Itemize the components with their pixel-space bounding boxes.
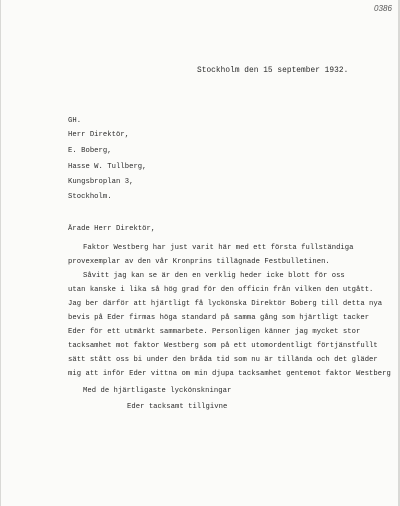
body-line: tacksamhet mot faktor Westberg som på ett utomordentligt förtjänstfullt (68, 342, 378, 350)
body-line: Eder för ett utmärkt sammarbete. Personligen känner jag mycket stor (68, 328, 361, 336)
closing-line: Med de hjärtligaste lyckönskningar (83, 387, 232, 395)
letter-page (1, 0, 398, 506)
body-line: Jag ber därför att hjärtligt få lyckönska Direktör Boberg till detta nya (68, 300, 383, 308)
body-line: Faktor Westberg har just varit här med ett första fullständiga (83, 244, 354, 252)
archive-number: 0386 (374, 4, 392, 13)
body-line: mig att inför Eder vittna om min djupa tacksamhet gentemot faktor Westberg (68, 370, 391, 378)
closing-line: Eder tacksamt tillgivne (127, 403, 228, 411)
body-line: utan kanske i lika så hög grad för den officin från vilken den utgått. (68, 286, 374, 294)
body-line: provexemplar av den vår Kronprins tillägnade Festbulletinen. (68, 258, 330, 266)
date-line: Stockholm den 15 september 1932. (197, 67, 349, 75)
recipient-line: E. Boberg, (68, 147, 112, 155)
salutation: Ärade Herr Direktör, (68, 225, 156, 233)
body-line: bevis på Eder firmas höga standard på samma gång som hjärtligt tacker (68, 314, 370, 322)
recipient-line: Kungsbroplan 3, (68, 178, 134, 186)
recipient-line: Stockholm. (68, 193, 112, 201)
initials: GH. (68, 117, 82, 125)
body-line: sätt stått oss bi under den bråda tid som nu är tillända och det gläder (68, 356, 378, 364)
body-line: Såvitt jag kan se är den en verklig heder icke blott för oss (83, 272, 345, 280)
recipient-line: Hasse W. Tullberg, (68, 163, 147, 171)
recipient-line: Herr Direktör, (68, 131, 130, 139)
